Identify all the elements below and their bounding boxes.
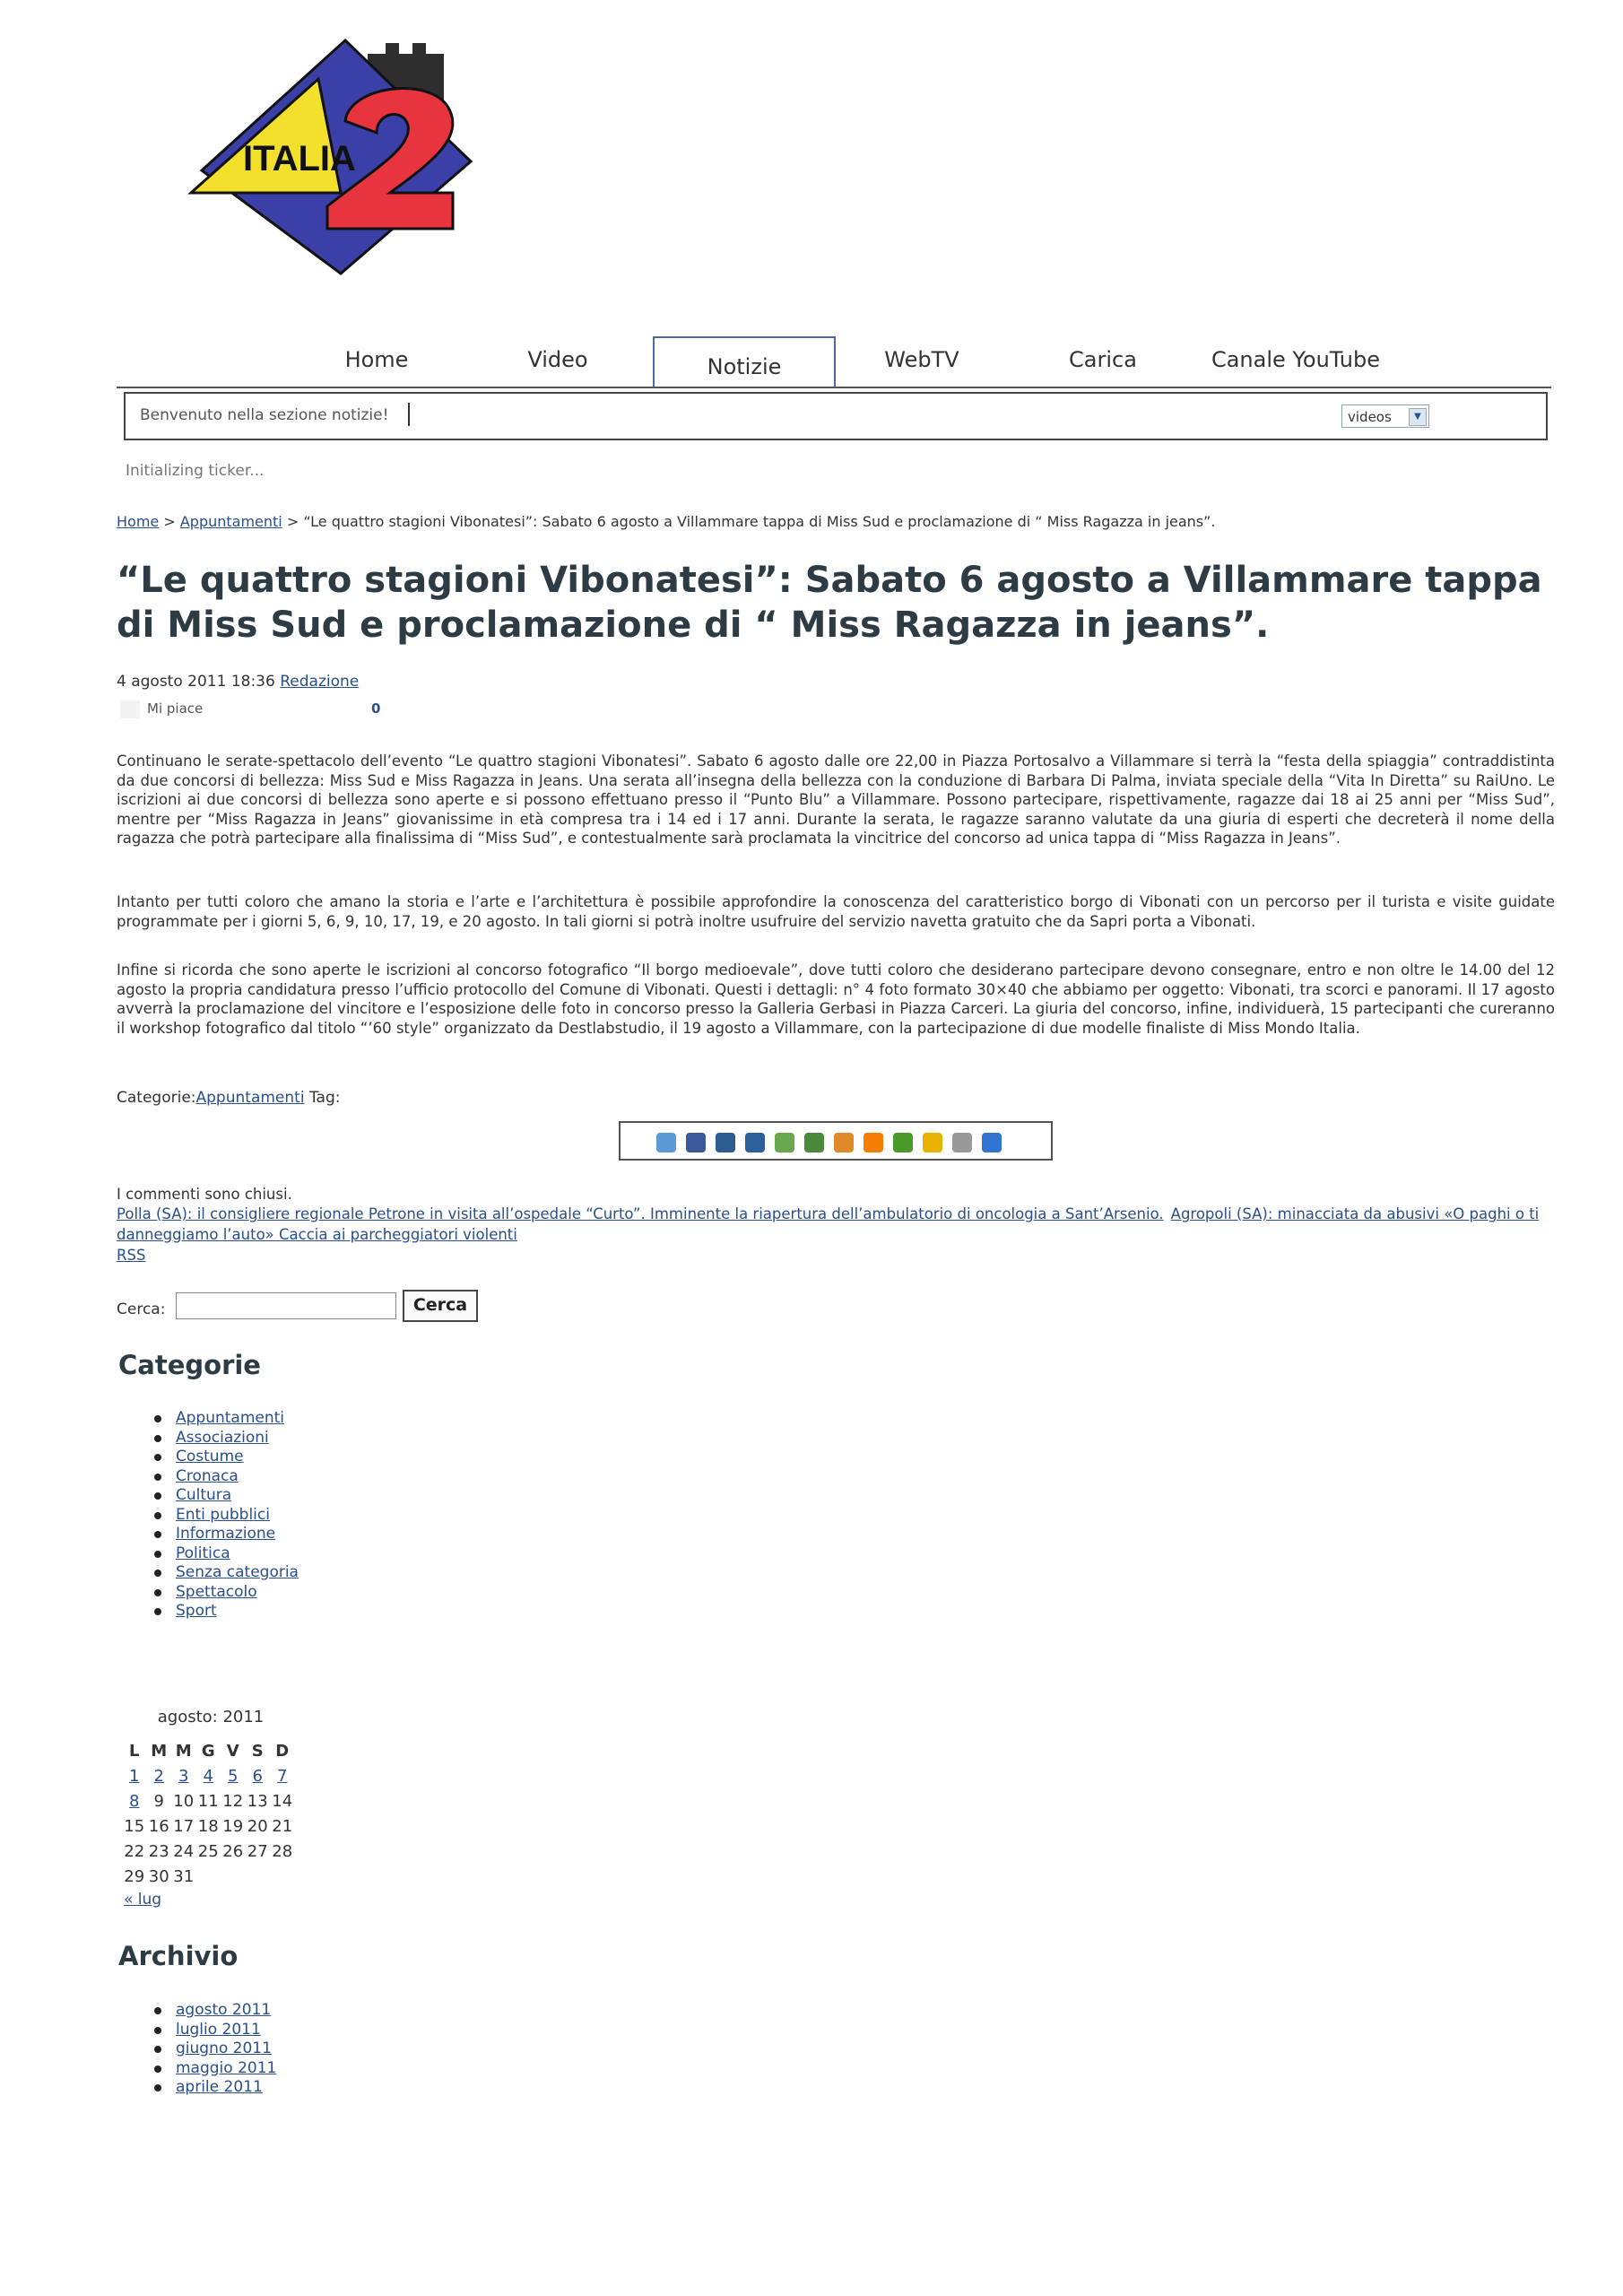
technorati-icon[interactable] <box>834 1133 854 1152</box>
calendar-day: 21 <box>272 1817 293 1836</box>
breadcrumb-home[interactable]: Home <box>117 513 160 530</box>
archive-list <box>152 2001 276 2098</box>
archive-link[interactable]: giugno 2011 <box>176 2039 272 2057</box>
search-button[interactable]: Cerca <box>403 1290 478 1322</box>
categories-heading: Categorie <box>118 1350 261 1380</box>
article-paragraph: Infine si ricorda che sono aperte le iscrizioni al concorso fotografico “Il borgo medioevale”, dove tutti coloro che desiderano partecipare devono consegnare, entro e non oltre le 14.00 del 12 agosto la propria candidatura presso l’ufficio protocollo del Comune di Vibonati. Questi i dettagli: n° 4 foto formato 30×40 che abbiamo per oggetto: Vibonati, tra scorci e panorami. Il 17 agosto avverrà la proclamazione del vincitore e l’esposizione delle foto in concorso presso la Galleria Gerbasi in Piazza Carceri. La giuria del concorso, infine, individuerà, 15 partecipanti che cureranno il workshop fotografico dal titolo “’60 style” organizzato da Destlabstudio, il 19 agosto a Villammare, con la partecipazione di due modelle finaliste di Miss Mondo Italia. <box>117 961 1555 1037</box>
archive-item <box>152 2021 276 2040</box>
archive-link[interactable]: aprile 2011 <box>176 2078 263 2096</box>
calendar-day: 14 <box>272 1792 293 1811</box>
italia2-logo[interactable] <box>184 36 542 278</box>
category-item <box>152 1525 299 1544</box>
calendar-day: 24 <box>173 1842 195 1861</box>
article-categories <box>117 1089 340 1107</box>
stumbleupon-icon[interactable] <box>804 1133 824 1152</box>
yahoo-buzz-icon[interactable] <box>893 1133 913 1152</box>
calendar-day: 25 <box>197 1842 219 1861</box>
category-link[interactable]: Politica <box>176 1544 230 1562</box>
category-link[interactable]: Cultura <box>176 1486 232 1504</box>
post-navigation <box>117 1204 1560 1265</box>
category-item <box>152 1486 299 1506</box>
calendar-day[interactable]: 3 <box>178 1767 189 1786</box>
calendar-day: 29 <box>124 1867 145 1886</box>
categories-list <box>152 1409 299 1622</box>
text-caret <box>408 403 410 426</box>
category-link[interactable]: Appuntamenti <box>176 1409 285 1427</box>
calendar-day: 10 <box>173 1792 195 1811</box>
bebo-icon[interactable] <box>923 1133 942 1152</box>
article-title: “Le quattro stagioni Vibonatesi”: Sabato 6 agosto a Villammare tappa di Miss Sud e proclamazione di “ Miss Ragazza in jeans”. <box>117 560 1542 646</box>
category-link[interactable]: Associazioni <box>176 1428 269 1447</box>
calendar-day-header: M <box>151 1742 168 1761</box>
calendar-day: 15 <box>124 1817 145 1836</box>
calendar-day: 22 <box>124 1842 145 1861</box>
digg-icon[interactable] <box>716 1133 735 1152</box>
calendar-day-header: D <box>275 1742 290 1761</box>
welcome-text: Benvenuto nella sezione notizie! <box>140 406 389 424</box>
welcome-bar <box>124 392 1548 440</box>
calendar-day-header: M <box>175 1742 192 1761</box>
calendar-day: 19 <box>222 1817 244 1836</box>
nav-video[interactable]: Video <box>527 347 588 372</box>
like-widget[interactable] <box>120 697 389 722</box>
comments-closed-notice: I commenti sono chiusi. <box>117 1186 292 1203</box>
article-date: 4 agosto 2011 18:36 <box>117 673 275 691</box>
breadcrumb <box>117 513 1216 530</box>
search-input[interactable] <box>176 1292 396 1319</box>
article-paragraph: Intanto per tutti coloro che amano la storia e l’arte e l’architettura è possibile approfondire la conoscenza del caratteristico borgo di Vibonati con un percorso per il turista e visite guidate programmate per i giorni 5, 6, 9, 10, 17, 19, e 20 agosto. In tali giorni si potrà inoltre usufruire del servizio navetta gratuito che da Sapri porta a Vibonati. <box>117 893 1555 930</box>
calendar-day: 9 <box>153 1792 164 1811</box>
calendar-day: 26 <box>222 1842 244 1861</box>
calendar-day: 16 <box>148 1817 169 1836</box>
category-item <box>152 1409 299 1429</box>
calendar-day[interactable]: 8 <box>129 1792 140 1811</box>
calendar-day[interactable]: 1 <box>129 1767 140 1786</box>
category-link[interactable]: Costume <box>176 1448 244 1465</box>
nav-carica[interactable]: Carica <box>1069 347 1137 372</box>
nav-webtv[interactable]: WebTV <box>884 347 959 372</box>
share-bar <box>619 1121 1053 1161</box>
calendar-day[interactable]: 6 <box>252 1767 263 1786</box>
calendar-day-header: V <box>226 1742 239 1761</box>
calendar-day[interactable]: 7 <box>277 1767 288 1786</box>
calendar-day-header: S <box>251 1742 264 1761</box>
blogger-icon[interactable] <box>864 1133 883 1152</box>
category-link[interactable]: Spettacolo <box>176 1582 257 1601</box>
category-item <box>152 1602 299 1622</box>
calendar-day: 18 <box>197 1817 219 1836</box>
calendar-day: 17 <box>173 1817 195 1836</box>
calendar-day[interactable]: 4 <box>203 1767 213 1786</box>
category-link[interactable]: Informazione <box>176 1525 276 1543</box>
videos-select-value: videos <box>1348 409 1392 425</box>
calendar-day-header: L <box>129 1742 140 1761</box>
calendar-week <box>122 1817 295 1836</box>
archive-heading: Archivio <box>118 1941 239 1971</box>
chevron-down-icon[interactable]: ▼ <box>1409 408 1427 426</box>
calendar-day-header: G <box>201 1742 215 1761</box>
nav-canale-youtube[interactable]: Canale YouTube <box>1211 347 1381 372</box>
logo-text: ITALIA <box>243 139 356 178</box>
facebook-icon[interactable] <box>686 1133 706 1152</box>
main-nav <box>117 336 1551 388</box>
news-ticker: Initializing ticker... <box>126 462 265 480</box>
calendar-week <box>122 1867 295 1886</box>
rss-link[interactable]: RSS <box>117 1247 146 1264</box>
delicious-squares-icon[interactable] <box>982 1133 1002 1152</box>
like-count: 0 <box>371 700 381 717</box>
calendar-day: 27 <box>247 1842 268 1861</box>
breadcrumb-current: “Le quattro stagioni Vibonatesi”: Sabato 6 agosto a Villammare tappa di Miss Sud e proclamazione di “ Miss Ragazza in jeans”. <box>303 513 1216 530</box>
calendar-week <box>122 1842 295 1861</box>
calendar-day: 31 <box>173 1867 195 1886</box>
article-meta <box>117 673 359 691</box>
email-icon[interactable] <box>656 1133 676 1152</box>
breadcrumb-separator: > <box>286 513 299 530</box>
calendar-week <box>122 1767 295 1786</box>
nav-home[interactable]: Home <box>344 347 409 372</box>
archive-link[interactable]: agosto 2011 <box>176 2001 272 2019</box>
calendar-caption: agosto: 2011 <box>157 1708 265 1726</box>
tags-label: Tag: <box>308 1089 341 1107</box>
calendar-day[interactable]: 5 <box>228 1767 239 1786</box>
category-item <box>152 1448 299 1467</box>
calendar-day: 20 <box>247 1817 268 1836</box>
next-post-link[interactable]: Agropoli (SA): minacciata da abusivi «O paghi o ti danneggiamo l’auto» Caccia ai parcheggiatori violenti <box>117 1205 1540 1243</box>
archive-item <box>152 2078 276 2098</box>
calendar-day: 12 <box>222 1792 244 1811</box>
archive-link[interactable]: maggio 2011 <box>176 2058 277 2077</box>
category-item <box>152 1544 299 1564</box>
calendar-day: 30 <box>148 1867 169 1886</box>
delicious-icon[interactable] <box>775 1133 794 1152</box>
calendar-day: 23 <box>148 1842 169 1861</box>
calendar-header <box>122 1742 295 1761</box>
category-item <box>152 1506 299 1526</box>
search-label: Cerca: <box>117 1300 166 1318</box>
calendar-prev-month[interactable]: « lug <box>124 1891 162 1909</box>
category-item <box>152 1467 299 1487</box>
archive-link[interactable]: luglio 2011 <box>176 2020 261 2039</box>
archive-item <box>152 2059 276 2079</box>
globe-icon[interactable] <box>952 1133 972 1152</box>
calendar-day: 28 <box>272 1842 293 1861</box>
article-paragraph: Continuano le serate-spettacolo dell’evento “Le quattro stagioni Vibonatesi”. Sabato 6 agosto dalle ore 22,00 in Piazza Portosalvo a Villammare si terrà la “festa della spiaggia” contraddistinta da due concorsi di bellezza: Miss Sud e Miss Ragazza in Jeans. Una serata all’insegna della bellezza con la conduzione di Barbara Di Palma, inviata speciale della “Vita In Diretta” su RaiUno. Le iscrizioni ai due concorsi di bellezza sono aperte e si possono effettuano presso il “Punto Blu” a Villammare. Possono partecipare, rispettivamente, ragazze dai 18 ai 25 anni per “Miss Sud”, mentre per “Miss Ragazza in Jeans” giovanissime in età compresa tra i 14 ed i 17 anni. Durante la serata, le ragazze saranno valutate da una giuria di esperti che decreterà il nome della ragazza che potrà partecipare alla finalissima di “Miss Sud”, e contestualmente sarà proclamata la vincitrice del concorso ad unica tappa di “Miss Ragazza in Jeans”. <box>117 752 1555 847</box>
calendar-day[interactable]: 2 <box>153 1767 164 1786</box>
archive-item <box>152 2001 276 2021</box>
calendar-day: 13 <box>247 1792 268 1811</box>
archive-item <box>152 2039 276 2059</box>
breadcrumb-section[interactable]: Appuntamenti <box>179 513 282 530</box>
previous-post-link[interactable]: Polla (SA): il consigliere regionale Petrone in visita all’ospedale “Curto”. Imminente la riapertura dell’ambulatorio di oncologia a Sant’Arsenio. <box>117 1205 1164 1222</box>
calendar-week <box>122 1792 295 1811</box>
videos-select[interactable] <box>1341 404 1429 428</box>
article-author[interactable]: Redazione <box>280 673 360 691</box>
category-link[interactable]: Senza categoria <box>176 1563 299 1581</box>
category-link[interactable]: Sport <box>176 1602 217 1620</box>
breadcrumb-separator: > <box>163 513 176 530</box>
nav-notizie[interactable]: Notizie <box>653 336 836 387</box>
calendar-day: 11 <box>197 1792 219 1811</box>
categories-label: Categorie: <box>117 1089 196 1107</box>
category-item <box>152 1583 299 1603</box>
category-item <box>152 1563 299 1583</box>
category-link[interactable]: Appuntamenti <box>195 1089 305 1107</box>
myspace-icon[interactable] <box>745 1133 765 1152</box>
like-icon <box>120 700 140 718</box>
category-link[interactable]: Enti pubblici <box>176 1505 270 1524</box>
like-label[interactable]: Mi piace <box>147 700 204 717</box>
category-link[interactable]: Cronaca <box>176 1466 239 1485</box>
category-item <box>152 1429 299 1448</box>
